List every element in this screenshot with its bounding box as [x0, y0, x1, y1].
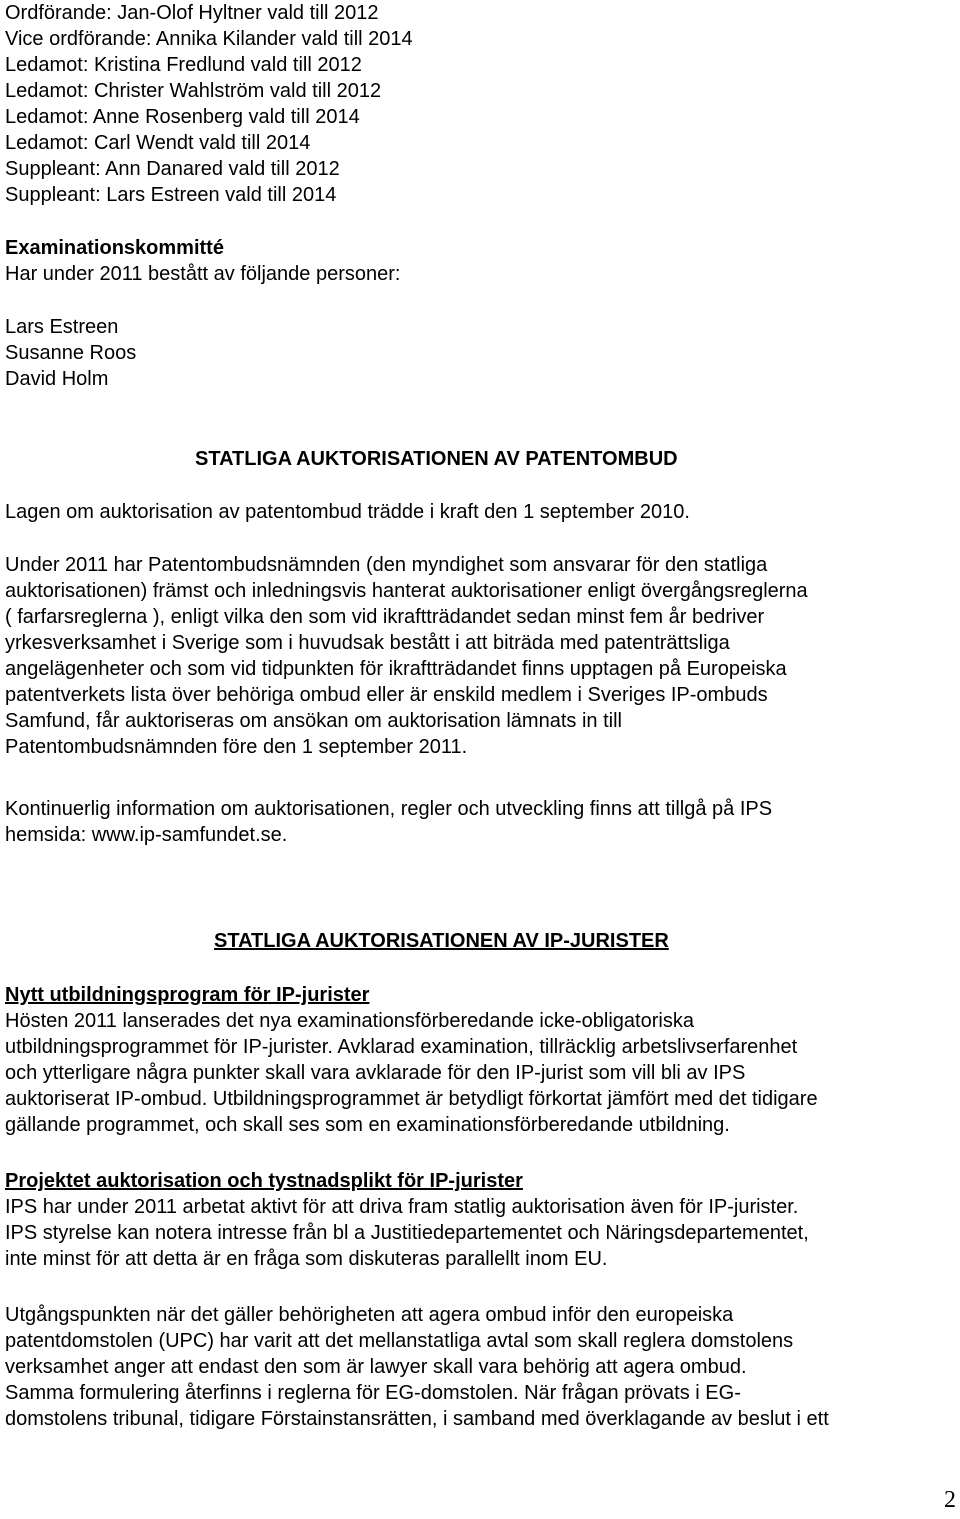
education-program-line: utbildningsprogrammet för IP-jurister. Avklarad examination, tillräcklig arbetslivserfarenhet — [5, 1036, 798, 1058]
patent-paragraph-line: Under 2011 har Patentombudsnämnden (den myndighet som ansvarar för den statliga — [5, 554, 768, 576]
exam-committee-heading: Examinationskommitté — [5, 237, 224, 259]
upc-paragraph-line: Samma formulering återfinns i reglerna för EG-domstolen. När frågan prövats i EG- — [5, 1382, 741, 1404]
info-paragraph-line: Kontinuerlig information om auktorisationen, regler och utveckling finns att tillgå på IPS — [5, 798, 773, 820]
exam-committee-person: Lars Estreen — [5, 316, 119, 338]
ip-section-heading: STATLIGA AUKTORISATIONEN AV IP-JURISTER — [214, 930, 669, 952]
upc-paragraph-line: Utgångspunkten när det gäller behörigheten att agera ombud inför den europeiska — [5, 1304, 734, 1326]
board-line-member: Ledamot: Anne Rosenberg vald till 2014 — [5, 106, 360, 128]
board-line-member: Ledamot: Carl Wendt vald till 2014 — [5, 132, 311, 154]
upc-paragraph-line: verksamhet anger att endast den som är lawyer skall vara behörig att agera ombud. — [5, 1356, 747, 1378]
education-program-heading: Nytt utbildningsprogram för IP-jurister — [5, 984, 370, 1006]
patent-paragraph-line: ( farfarsreglerna ), enligt vilka den som vid ikraftträdandet sedan minst fem år bedriver — [5, 606, 765, 628]
board-line-member: Ledamot: Kristina Fredlund vald till 2012 — [5, 54, 362, 76]
board-line-chair: Ordförande: Jan-Olof Hyltner vald till 2012 — [5, 2, 379, 24]
board-line-vice-chair: Vice ordförande: Annika Kilander vald till 2014 — [5, 28, 413, 50]
upc-paragraph-line: patentdomstolen (UPC) har varit att det mellanstatliga avtal som skall reglera domstolens — [5, 1330, 794, 1352]
education-program-line: gällande programmet, och skall ses som en examinationsförberedande utbildning. — [5, 1114, 730, 1136]
patent-paragraph-line: yrkesverksamhet i Sverige som i huvudsak bestått i att biträda med patenträttsliga — [5, 632, 730, 654]
exam-committee-person: Susanne Roos — [5, 342, 137, 364]
patent-law-line: Lagen om auktorisation av patentombud trädde i kraft den 1 september 2010. — [5, 501, 690, 523]
board-line-deputy: Suppleant: Ann Danared vald till 2012 — [5, 158, 340, 180]
project-heading: Projektet auktorisation och tystnadsplikt för IP-jurister — [5, 1170, 523, 1192]
patent-paragraph-line: angelägenheter och som vid tidpunkten för ikraftträdandet finns upptagen på Europeiska — [5, 658, 787, 680]
project-line: IPS har under 2011 arbetat aktivt för att driva fram statlig auktorisation även för IP-jurister. — [5, 1196, 799, 1218]
project-line: IPS styrelse kan notera intresse från bl a Justitiedepartementet och Näringsdepartementet, — [5, 1222, 809, 1244]
patent-paragraph-line: Samfund, får auktoriseras om ansökan om auktorisation lämnats in till — [5, 710, 622, 732]
board-line-member: Ledamot: Christer Wahlström vald till 2012 — [5, 80, 382, 102]
exam-committee-person: David Holm — [5, 368, 109, 390]
patent-section-heading: STATLIGA AUKTORISATIONEN AV PATENTOMBUD — [195, 448, 678, 470]
info-paragraph-line: hemsida: www.ip-samfundet.se. — [5, 824, 288, 846]
education-program-line: Hösten 2011 lanserades det nya examinationsförberedande icke-obligatoriska — [5, 1010, 694, 1032]
patent-paragraph-line: auktorisationen) främst och inledningsvis hanterat auktorisationer enligt övergångsreglerna — [5, 580, 808, 602]
education-program-line: auktoriserat IP-ombud. Utbildningsprogrammet är betydligt förkortat jämfört med det tidigare — [5, 1088, 818, 1110]
education-program-line: och ytterligare några punkter skall vara avklarade för den IP-jurist som vill bli av IPS — [5, 1062, 746, 1084]
patent-paragraph-line: Patentombudsnämnden före den 1 september 2011. — [5, 736, 468, 758]
project-line: inte minst för att detta är en fråga som diskuteras parallellt inom EU. — [5, 1248, 608, 1270]
page-number: 2 — [944, 1487, 956, 1513]
patent-paragraph-line: patentverkets lista över behöriga ombud eller är enskild medlem i Sveriges IP-ombuds — [5, 684, 768, 706]
exam-committee-intro: Har under 2011 bestått av följande personer: — [5, 263, 401, 285]
board-line-deputy: Suppleant: Lars Estreen vald till 2014 — [5, 184, 337, 206]
upc-paragraph-line: domstolens tribunal, tidigare Förstainstansrätten, i samband med överklagande av beslut i ett — [5, 1408, 829, 1430]
